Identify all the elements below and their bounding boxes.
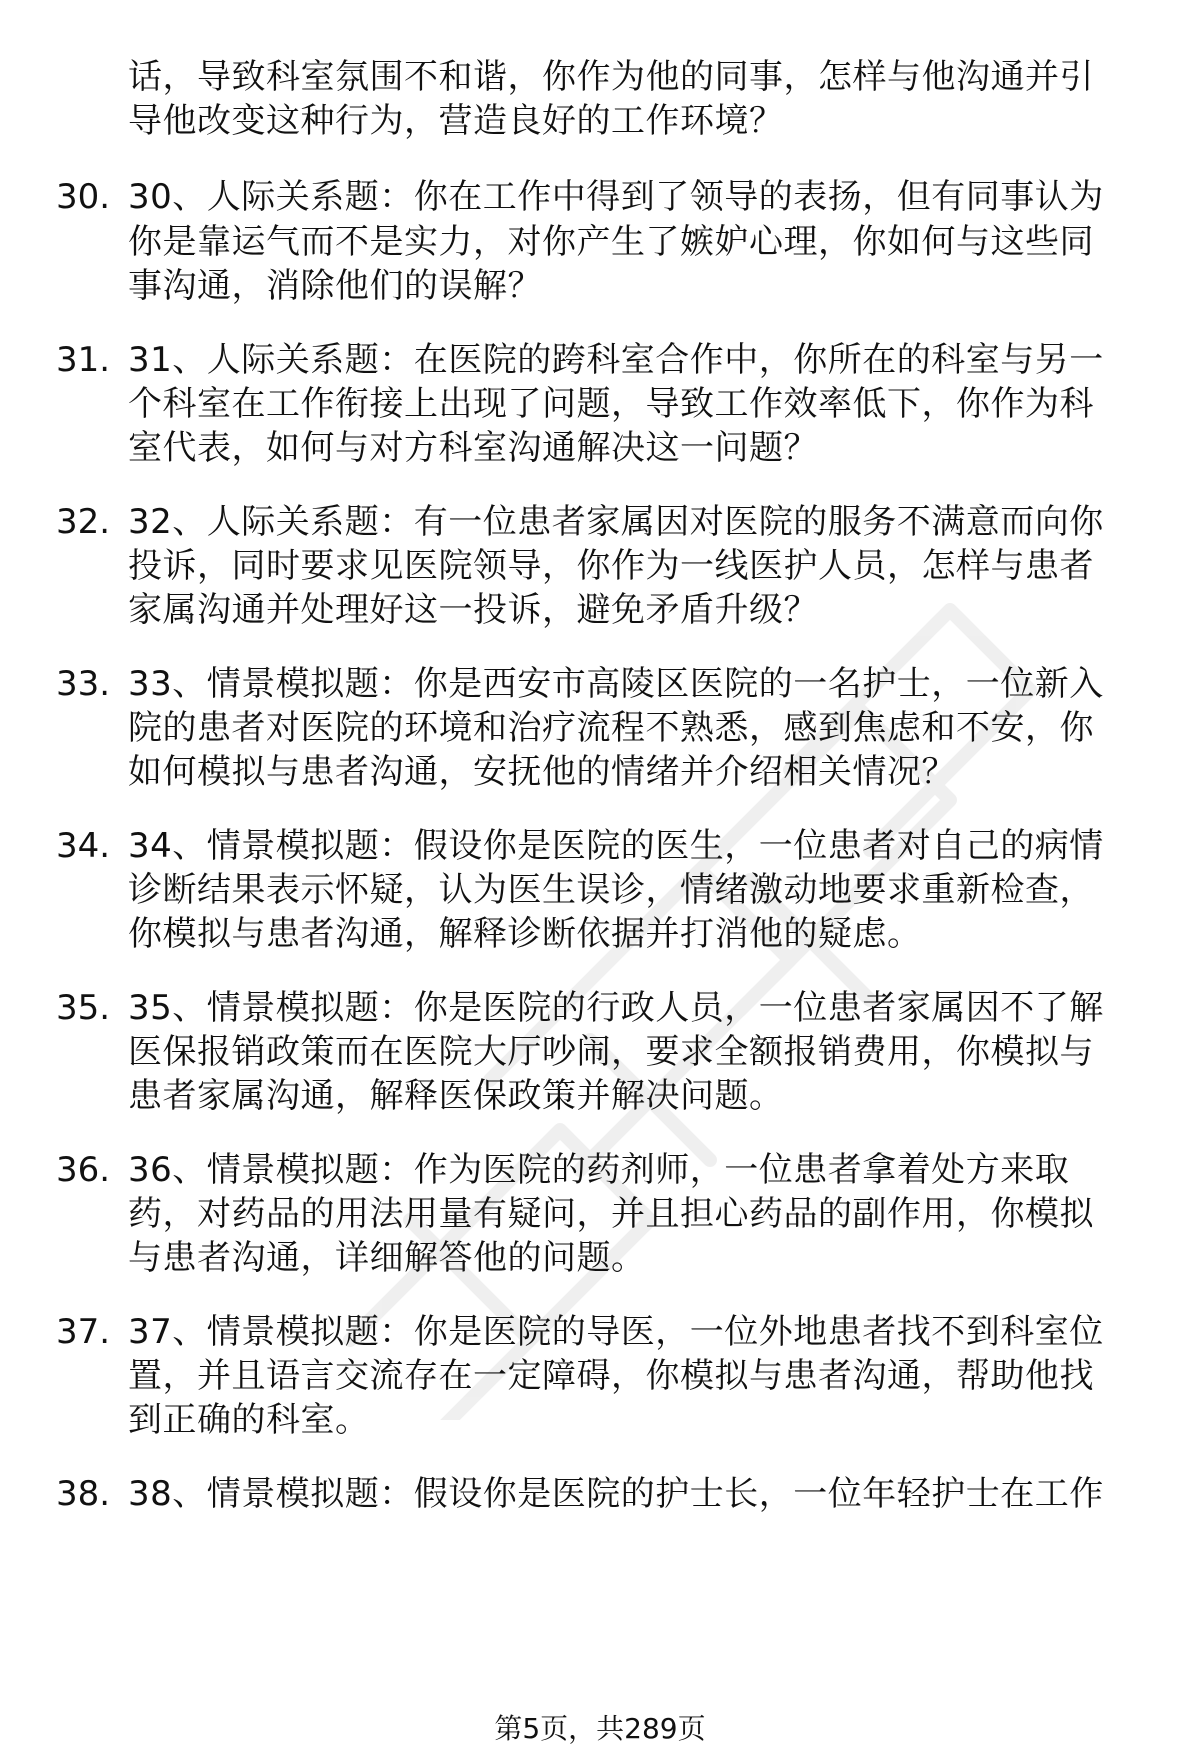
question-line: 置，并且语言交流存在一定障碍，你模拟与患者沟通，帮助他找 — [128, 1356, 1094, 1396]
question-line: 到正确的科室。 — [128, 1400, 370, 1440]
question-number: 37. — [56, 1312, 111, 1352]
continuation-line-2: 导他改变这种行为，营造良好的工作环境？ — [128, 101, 784, 141]
question-line: 36、情景模拟题：作为医院的药剂师，一位患者拿着处方来取 — [128, 1150, 1070, 1190]
question-line: 家属沟通并处理好这一投诉，避免矛盾升级？ — [128, 590, 818, 630]
question-line: 如何模拟与患者沟通，安抚他的情绪并介绍相关情况？ — [128, 752, 956, 792]
question-line: 患者家属沟通，解释医保政策并解决问题。 — [128, 1076, 784, 1116]
question-number: 38. — [56, 1474, 111, 1514]
question-line: 你是靠运气而不是实力，对你产生了嫉妒心理，你如何与这些同 — [128, 222, 1094, 262]
question-line: 30、人际关系题：你在工作中得到了领导的表扬，但有同事认为 — [128, 177, 1104, 217]
question-line: 个科室在工作衔接上出现了问题，导致工作效率低下，你作为科 — [128, 384, 1094, 424]
question-line: 投诉，同时要求见医院领导，你作为一线医护人员，怎样与患者 — [128, 546, 1094, 586]
question-line: 事沟通，消除他们的误解？ — [128, 266, 542, 306]
question-line: 38、情景模拟题：假设你是医院的护士长，一位年轻护士在工作 — [128, 1474, 1104, 1514]
question-line: 35、情景模拟题：你是医院的行政人员，一位患者家属因不了解 — [128, 988, 1104, 1028]
question-line: 与患者沟通，详细解答他的问题。 — [128, 1238, 646, 1278]
continuation-line-1: 话，导致科室氛围不和谐，你作为他的同事，怎样与他沟通并引 — [128, 57, 1094, 97]
question-line: 31、人际关系题：在医院的跨科室合作中，你所在的科室与另一 — [128, 340, 1104, 380]
question-line: 诊断结果表示怀疑，认为医生误诊，情绪激动地要求重新检查， — [128, 870, 1094, 910]
question-line: 33、情景模拟题：你是西安市高陵区医院的一名护士，一位新入 — [128, 664, 1104, 704]
question-line: 32、人际关系题：有一位患者家属因对医院的服务不满意而向你 — [128, 502, 1104, 542]
question-line: 药，对药品的用法用量有疑问，并且担心药品的副作用，你模拟 — [128, 1194, 1094, 1234]
question-number: 33. — [56, 664, 111, 704]
question-line: 34、情景模拟题：假设你是医院的医生，一位患者对自己的病情 — [128, 826, 1104, 866]
watermark-graphic — [230, 520, 1090, 1420]
question-number: 32. — [56, 502, 111, 542]
question-line: 室代表，如何与对方科室沟通解决这一问题？ — [128, 428, 818, 468]
page-footer: 第5页，共289页 — [494, 1712, 706, 1745]
question-line: 院的患者对医院的环境和治疗流程不熟悉，感到焦虑和不安，你 — [128, 708, 1094, 748]
question-line: 医保报销政策而在医院大厅吵闹，要求全额报销费用，你模拟与 — [128, 1032, 1094, 1072]
question-number: 34. — [56, 826, 111, 866]
question-number: 35. — [56, 988, 111, 1028]
question-number: 31. — [56, 340, 111, 380]
question-line: 37、情景模拟题：你是医院的导医，一位外地患者找不到科室位 — [128, 1312, 1104, 1352]
question-line: 你模拟与患者沟通，解释诊断依据并打消他的疑虑。 — [128, 914, 922, 954]
question-number: 30. — [56, 177, 111, 217]
question-number: 36. — [56, 1150, 111, 1190]
